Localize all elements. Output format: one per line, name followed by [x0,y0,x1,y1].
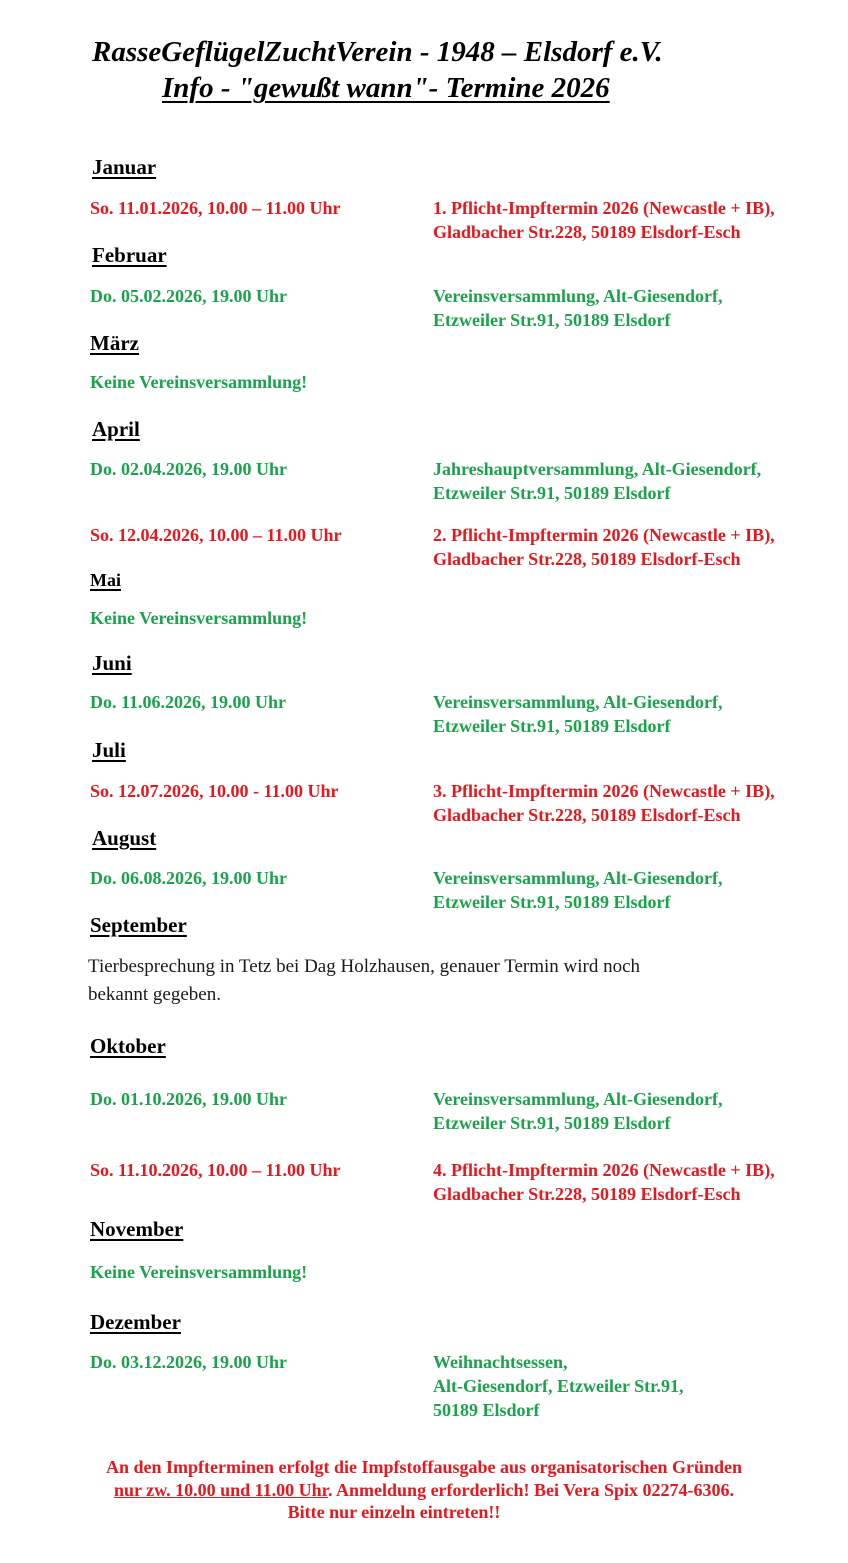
event-date: Do. 02.04.2026, 19.00 Uhr [90,459,287,479]
event-date: Do. 03.12.2026, 19.00 Uhr [90,1352,287,1372]
month-heading-oktober: Oktober [90,1034,166,1058]
page-title: RasseGeflügelZuchtVerein - 1948 – Elsdorf e.V. [92,36,663,68]
footer-line: An den Impfterminen erfolgt die Impfstoffausgabe aus organisatorischen Gründen [105,1457,742,1477]
event-title: 1. Pflicht-Impftermin 2026 (Newcastle + IB), [433,198,775,218]
month-heading-maerz: März [90,331,139,355]
footer-line: Bitte nur einzeln eintreten!! [287,1502,501,1522]
month-heading-juli: Juli [92,738,126,762]
event-title: 3. Pflicht-Impftermin 2026 (Newcastle + IB), [433,781,775,801]
event-date: So. 11.01.2026, 10.00 – 11.00 Uhr [90,198,341,218]
page-subtitle: Info - "gewußt wann"- Termine 2026 [162,72,610,104]
event-title: 2. Pflicht-Impftermin 2026 (Newcastle + IB), [433,525,775,545]
event-address: Alt-Giesendorf, Etzweiler Str.91, [433,1376,684,1396]
event-date: So. 12.07.2026, 10.00 - 11.00 Uhr [90,781,339,801]
event-title: 4. Pflicht-Impftermin 2026 (Newcastle + IB), [433,1160,775,1180]
september-note-line: bekannt gegeben. [88,984,221,1005]
event-date: Do. 01.10.2026, 19.00 Uhr [90,1089,287,1109]
event-address: Etzweiler Str.91, 50189 Elsdorf [433,716,671,736]
event-address: Gladbacher Str.228, 50189 Elsdorf-Esch [433,549,741,569]
event-title: Vereinsversammlung, Alt-Giesendorf, [433,286,723,306]
month-heading-november: November [90,1217,184,1241]
event-title: Vereinsversammlung, Alt-Giesendorf, [433,868,723,888]
event-title: Vereinsversammlung, Alt-Giesendorf, [433,692,723,712]
event-description [433,866,723,914]
month-heading-august: August [92,826,157,850]
event-address: Gladbacher Str.228, 50189 Elsdorf-Esch [433,222,741,242]
month-heading-april: April [92,417,140,441]
event-address: Etzweiler Str.91, 50189 Elsdorf [433,1113,671,1133]
event-address: Gladbacher Str.228, 50189 Elsdorf-Esch [433,805,741,825]
no-meeting-note: Keine Vereinsversammlung! [90,1262,308,1282]
footer-time-window: nur zw. 10.00 und 11.00 Uhr [113,1479,329,1500]
event-description [433,457,761,505]
event-address: Gladbacher Str.228, 50189 Elsdorf-Esch [433,1184,741,1204]
event-title: Vereinsversammlung, Alt-Giesendorf, [433,1089,723,1109]
month-heading-mai: Mai [90,570,121,590]
event-address: Etzweiler Str.91, 50189 Elsdorf [433,483,671,503]
event-date: So. 11.10.2026, 10.00 – 11.00 Uhr [90,1160,341,1180]
footer-line [0,1479,848,1502]
event-description [433,1350,683,1422]
september-note [88,953,640,1009]
event-description [433,196,775,244]
event-description [433,523,775,571]
footer-note [0,1456,848,1524]
event-date: Do. 05.02.2026, 19.00 Uhr [90,286,287,306]
event-description [433,1087,723,1135]
event-date: So. 12.04.2026, 10.00 – 11.00 Uhr [90,525,342,545]
event-description [433,1158,775,1206]
footer-registration: . Anmeldung erforderlich! Bei Vera Spix 02274-6306. [328,1479,735,1500]
month-heading-februar: Februar [92,243,167,267]
month-heading-januar: Januar [92,155,157,179]
event-address: Etzweiler Str.91, 50189 Elsdorf [433,310,671,330]
event-address: 50189 Elsdorf [433,1400,540,1420]
event-description [433,284,723,332]
month-heading-dezember: Dezember [90,1310,181,1334]
event-date: Do. 11.06.2026, 19.00 Uhr [90,692,287,712]
no-meeting-note: Keine Vereinsversammlung! [90,372,308,392]
event-description [433,690,723,738]
month-heading-september: September [90,913,187,937]
event-title: Weihnachtsessen, [433,1352,568,1372]
no-meeting-note: Keine Vereinsversammlung! [90,608,308,628]
event-address: Etzweiler Str.91, 50189 Elsdorf [433,892,671,912]
event-description [433,779,775,827]
event-title: Jahreshauptversammlung, Alt-Giesendorf, [433,459,762,479]
month-heading-juni: Juni [92,651,132,675]
event-date: Do. 06.08.2026, 19.00 Uhr [90,868,287,888]
september-note-line: Tierbesprechung in Tetz bei Dag Holzhausen, genauer Termin wird noch [88,956,641,977]
